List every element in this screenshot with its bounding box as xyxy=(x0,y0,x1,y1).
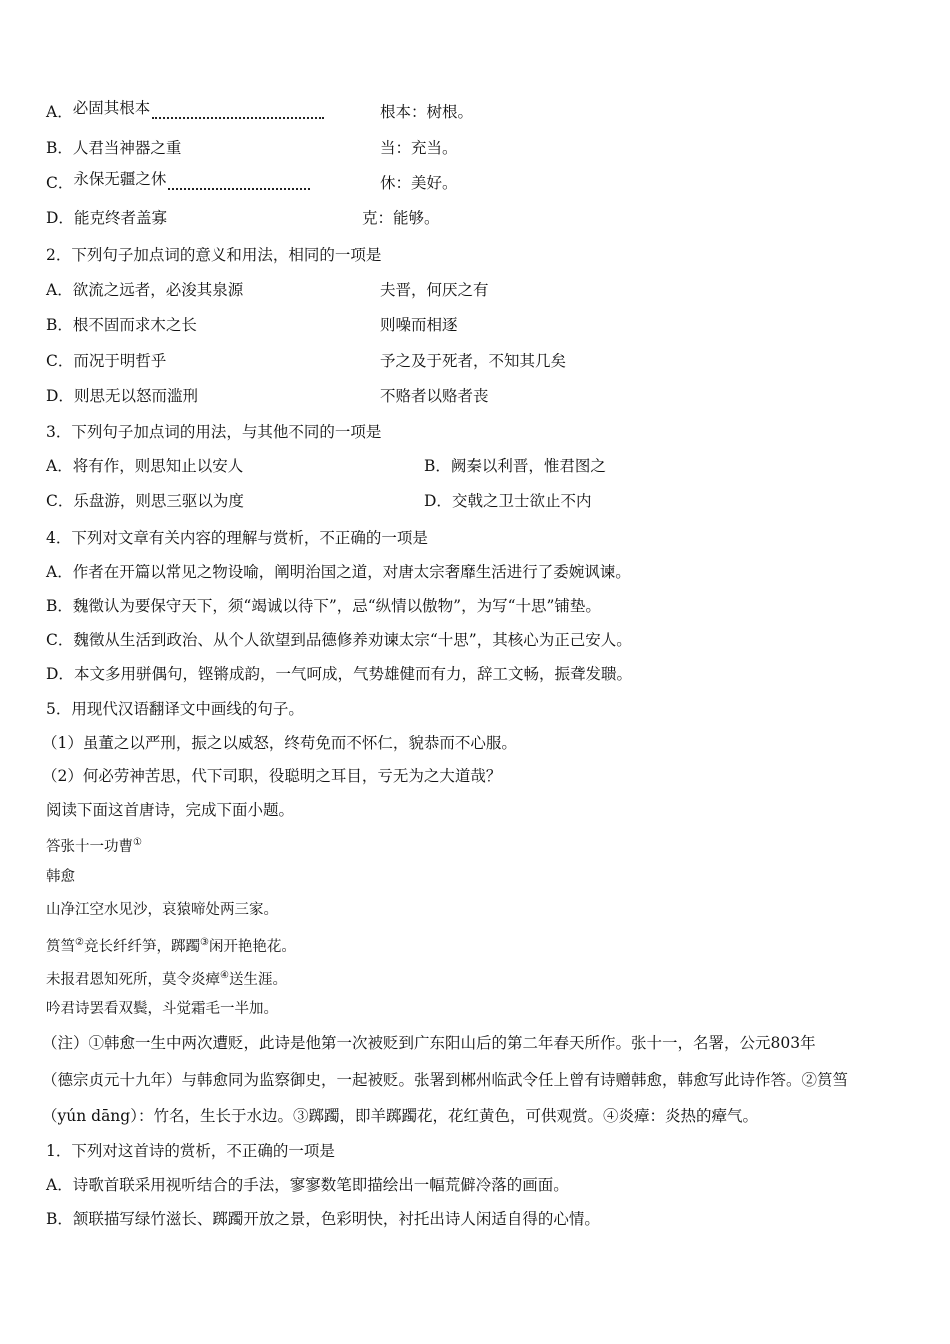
option-text: 魏徵认为要保守天下，须“竭诚以待下”，忌“纵情以傲物”，为写“十思”铺垫。 xyxy=(72,597,601,615)
poem-text: 筼筜 xyxy=(46,939,75,955)
q3-row-1 xyxy=(46,455,606,477)
option-label: C． xyxy=(46,492,74,510)
q4-option-a xyxy=(46,561,631,583)
option-text: 能克终者盖寡 xyxy=(73,209,167,227)
option-right: 夫晋，何厌之有 xyxy=(380,281,489,299)
option-text: 必固其根本 xyxy=(72,99,151,117)
q1-option-d xyxy=(46,207,440,229)
option-text: 作者在开篇以常见之物设喻，阐明治国之道，对唐太宗奢靡生活进行了委婉讽谏。 xyxy=(72,563,631,581)
option-text: 阙秦以利晋，惟君图之 xyxy=(450,457,606,475)
option-label: A． xyxy=(46,563,73,581)
q4-option-b xyxy=(46,595,601,617)
poem-text: 竞长纤纤笋，踯躅 xyxy=(83,939,200,955)
option-label: D． xyxy=(46,387,74,405)
option-label: A． xyxy=(46,457,73,475)
poem-text: 未报君恩知死所，莫令炎瘴 xyxy=(46,972,220,988)
option-label: C． xyxy=(46,352,74,370)
option-text: 将有作，则思知止以安人 xyxy=(72,457,244,475)
option-text: 颔联描写绿竹滋长、踯躅开放之景，色彩明快，衬托出诗人闲适自得的心情。 xyxy=(72,1210,600,1228)
option-label: A． xyxy=(46,103,73,121)
option-right: 不赂者以赂者丧 xyxy=(380,387,489,405)
option-left: 欲流之远者，必浚其泉源 xyxy=(72,281,244,299)
option-label: D． xyxy=(46,209,74,227)
q1-option-a xyxy=(46,99,474,123)
option-text: 本文多用骈偶句，铿锵成韵，一气呵成，气势雄健而有力，辞工文畅，振聋发聩。 xyxy=(73,665,632,683)
q4-option-c xyxy=(46,629,632,651)
footnote-marker: ① xyxy=(133,837,142,848)
option-gloss: 根本：树根。 xyxy=(380,103,474,121)
option-label: B． xyxy=(424,457,451,475)
q3-option-b xyxy=(424,455,606,477)
footnote-marker: ③ xyxy=(199,937,209,948)
poem-line-3 xyxy=(46,965,287,991)
option-gloss: 当：充当。 xyxy=(380,139,458,157)
poem-line-4: 吟君诗罢看双鬓，斗觉霜毛一半加。 xyxy=(46,1001,278,1017)
option-left: 而况于明哲乎 xyxy=(73,352,167,370)
option-left: 根不固而求木之长 xyxy=(72,316,197,334)
poem-title xyxy=(46,832,142,858)
q2-option-b xyxy=(46,314,458,336)
option-text: 永保无疆之休 xyxy=(73,170,167,188)
poem-note-2: （德宗贞元十九年）与韩愈同为监察御史，一起被贬。张署到郴州临武令任上曾有诗赠韩愈，韩愈写此诗作答。②筼筜 xyxy=(42,1071,849,1089)
option-label: D． xyxy=(424,492,452,510)
option-label: C． xyxy=(46,174,74,192)
q4-stem: 4．下列对文章有关内容的理解与赏析，不正确的一项是 xyxy=(46,529,428,547)
pq1-option-b xyxy=(46,1208,600,1230)
dotted-leader xyxy=(152,101,324,119)
q5-stem: 5．用现代汉语翻译文中画线的句子。 xyxy=(46,700,304,718)
q1-option-b xyxy=(46,137,458,159)
poem-text: 闲开艳艳花。 xyxy=(208,939,296,955)
option-right: 予之及于死者，不知其几矣 xyxy=(380,352,567,370)
q1-option-c xyxy=(46,170,458,194)
option-label: A． xyxy=(46,1176,73,1194)
q2-option-d xyxy=(46,385,489,407)
footnote-marker: ② xyxy=(75,937,84,948)
option-right: 则噪而相逐 xyxy=(380,316,458,334)
option-label: A． xyxy=(46,281,73,299)
option-text: 交戟之卫士欲止不内 xyxy=(451,492,592,510)
option-text: 魏徵从生活到政治、从个人欲望到品德修养劝谏太宗“十思”，其核心为正己安人。 xyxy=(73,631,632,649)
q3-option-d xyxy=(424,490,591,512)
q3-row-2 xyxy=(46,490,592,512)
option-label: B． xyxy=(46,139,73,157)
dotted-leader xyxy=(168,172,310,190)
pq1-stem: 1．下列对这首诗的赏析，不正确的一项是 xyxy=(46,1142,335,1160)
poem-line-1: 山净江空水见沙，哀猿啼处两三家。 xyxy=(46,902,278,918)
q5-item-1: （1）虽董之以严刑，振之以威怒，终苟免而不怀仁，貌恭而不心服。 xyxy=(42,734,517,752)
option-left: 则思无以怒而滥刑 xyxy=(73,387,198,405)
option-gloss: 克：能够。 xyxy=(362,209,440,227)
q5-item-2: （2）何必劳神苦思，代下司职，役聪明之耳目，亏无为之大道哉？ xyxy=(42,767,502,785)
poem-note-3: （yún dāng）：竹名，生长于水边。③踯躅，即羊踯躅花，花红黄色，可供观赏。④炎瘴：炎热的瘴气。 xyxy=(42,1107,758,1125)
option-label: B． xyxy=(46,1210,73,1228)
q2-stem: 2．下列句子加点词的意义和用法，相同的一项是 xyxy=(46,246,382,264)
option-text: 人君当神器之重 xyxy=(72,139,182,157)
option-gloss: 休：美好。 xyxy=(380,174,458,192)
q2-option-c xyxy=(46,350,567,372)
pq1-option-a xyxy=(46,1174,569,1196)
q3-stem: 3．下列句子加点词的用法，与其他不同的一项是 xyxy=(46,423,382,441)
option-label: B． xyxy=(46,597,73,615)
poem-title-text: 答张十一功曹 xyxy=(46,839,133,855)
option-label: B． xyxy=(46,316,73,334)
option-label: C． xyxy=(46,631,74,649)
q4-option-d xyxy=(46,663,632,685)
footnote-marker: ④ xyxy=(220,970,229,981)
poem-author: 韩愈 xyxy=(46,869,75,885)
poem-note-1: （注）①韩愈一生中两次遭贬，此诗是他第一次被贬到广东阳山后的第二年春天所作。张十一，名署，公元803年 xyxy=(42,1034,816,1052)
q2-option-a xyxy=(46,279,489,301)
poem-text: 送生涯。 xyxy=(228,972,287,988)
option-label: D． xyxy=(46,665,74,683)
option-text: 乐盘游，则思三驱以为度 xyxy=(73,492,244,510)
poem-intro: 阅读下面这首唐诗，完成下面小题。 xyxy=(46,801,295,819)
option-text: 诗歌首联采用视听结合的手法，寥寥数笔即描绘出一幅荒僻冷落的画面。 xyxy=(72,1176,569,1194)
poem-line-2 xyxy=(46,932,296,958)
